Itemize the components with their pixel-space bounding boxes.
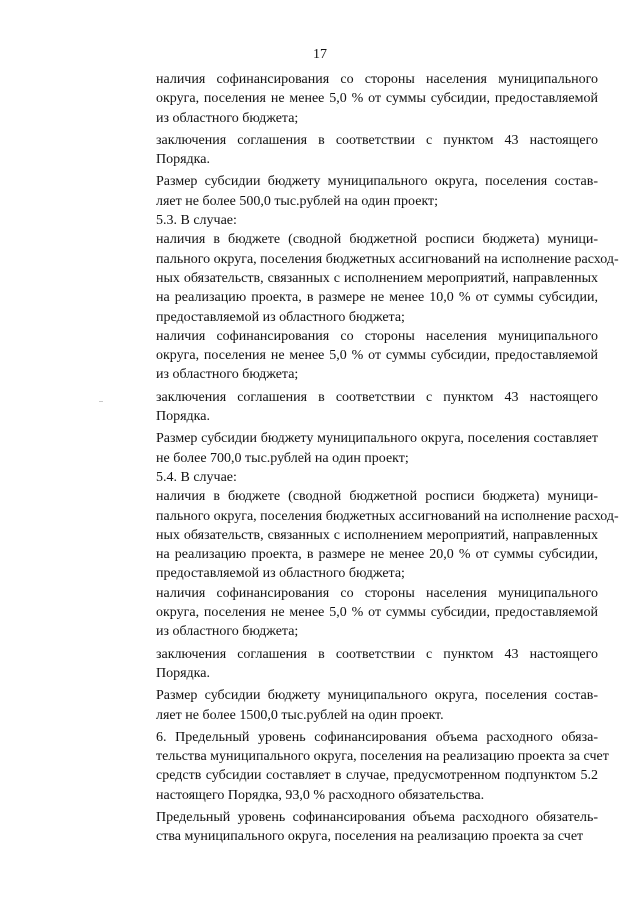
text-line: округа, поселения не менее 5,0 % от суммы субсидии, предоставляемой xyxy=(156,605,598,621)
paragraph-p6 xyxy=(120,327,598,385)
paragraph-p4 xyxy=(120,211,598,230)
text-line: на реализацию проекта, в размере не менее 10,0 % от суммы субсидии, xyxy=(156,290,598,306)
paragraph-p12 xyxy=(120,645,598,684)
paragraph-p7 xyxy=(120,388,598,427)
paragraph-p9 xyxy=(120,468,598,487)
text-line: из областного бюджета; xyxy=(156,367,299,383)
text-line: заключения соглашения в соответствии с пунктом 43 настоящего xyxy=(156,389,598,405)
paragraph-p2 xyxy=(120,131,598,170)
paragraph-p13 xyxy=(120,686,598,725)
paragraph-p14 xyxy=(120,728,609,805)
text-line: тельства муниципального округа, поселения на реализацию проекта за счет xyxy=(156,749,609,765)
text-line: Порядка. xyxy=(156,152,210,168)
text-line: не более 700,0 тыс.рублей на один проект; xyxy=(156,450,409,466)
text-line: Порядка. xyxy=(156,409,210,425)
text-line: ляет не более 1500,0 тыс.рублей на один проект. xyxy=(156,707,444,723)
text-line: предоставляемой из областного бюджета; xyxy=(156,566,405,582)
paragraph-p8 xyxy=(120,429,598,468)
text-line: наличия в бюджете (сводной бюджетной росписи бюджета) муници- xyxy=(156,232,598,248)
text-line: 5.3. В случае: xyxy=(156,213,237,229)
text-line: 6. Предельный уровень софинансирования объема расходного обяза- xyxy=(156,729,598,745)
scan-artifact-mark xyxy=(99,401,103,402)
paragraph-p1 xyxy=(120,70,598,128)
paragraph-p11 xyxy=(120,584,598,642)
paragraph-p15 xyxy=(120,808,598,847)
text-line: ства муниципального округа, поселения на реализацию проекта за счет xyxy=(156,829,584,845)
text-line: Предельный уровень софинансирования объема расходного обязатель- xyxy=(156,809,598,825)
document-body xyxy=(120,70,619,847)
text-line: заключения соглашения в соответствии с пунктом 43 настоящего xyxy=(156,646,598,662)
text-line: из областного бюджета; xyxy=(156,624,299,640)
text-line: наличия софинансирования со стороны населения муниципального xyxy=(156,585,598,601)
text-line: из областного бюджета; xyxy=(156,110,299,126)
paragraph-p5 xyxy=(120,230,619,326)
text-line: Размер субсидии бюджету муниципального округа, поселения состав- xyxy=(156,688,598,704)
text-line: Размер субсидии бюджету муниципального округа, поселения составляет xyxy=(156,431,598,447)
text-line: Порядка. xyxy=(156,665,210,681)
text-line: пального округа, поселения бюджетных ассигнований на исполнение расход- xyxy=(156,508,619,524)
text-line: ных обязательств, связанных с исполнением мероприятий, направленных xyxy=(156,270,598,286)
page-number: 17 xyxy=(313,47,327,62)
text-line: средств субсидии составляет в случае, предусмотренном подпунктом 5.2 xyxy=(156,768,598,784)
text-line: ляет не более 500,0 тыс.рублей на один проект; xyxy=(156,193,439,209)
text-line: наличия софинансирования со стороны населения муниципального xyxy=(156,328,598,344)
text-line: на реализацию проекта, в размере не менее 20,0 % от суммы субсидии, xyxy=(156,547,598,563)
text-line: 5.4. В случае: xyxy=(156,469,237,485)
text-line: округа, поселения не менее 5,0 % от суммы субсидии, предоставляемой xyxy=(156,348,598,364)
text-line: Размер субсидии бюджету муниципального округа, поселения состав- xyxy=(156,174,598,190)
text-line: ных обязательств, связанных с исполнением мероприятий, направленных xyxy=(156,527,598,543)
text-line: округа, поселения не менее 5,0 % от суммы субсидии, предоставляемой xyxy=(156,91,598,107)
text-line: наличия софинансирования со стороны населения муниципального xyxy=(156,72,598,87)
text-line: пального округа, поселения бюджетных ассигнований на исполнение расход- xyxy=(156,251,619,267)
text-line: настоящего Порядка, 93,0 % расходного обязательства. xyxy=(156,787,485,803)
text-line: предоставляемой из областного бюджета; xyxy=(156,309,405,325)
paragraph-p10 xyxy=(120,487,619,583)
text-line: наличия в бюджете (сводной бюджетной росписи бюджета) муници- xyxy=(156,489,598,505)
text-line: заключения соглашения в соответствии с пунктом 43 настоящего xyxy=(156,132,598,148)
paragraph-p3 xyxy=(120,172,598,211)
